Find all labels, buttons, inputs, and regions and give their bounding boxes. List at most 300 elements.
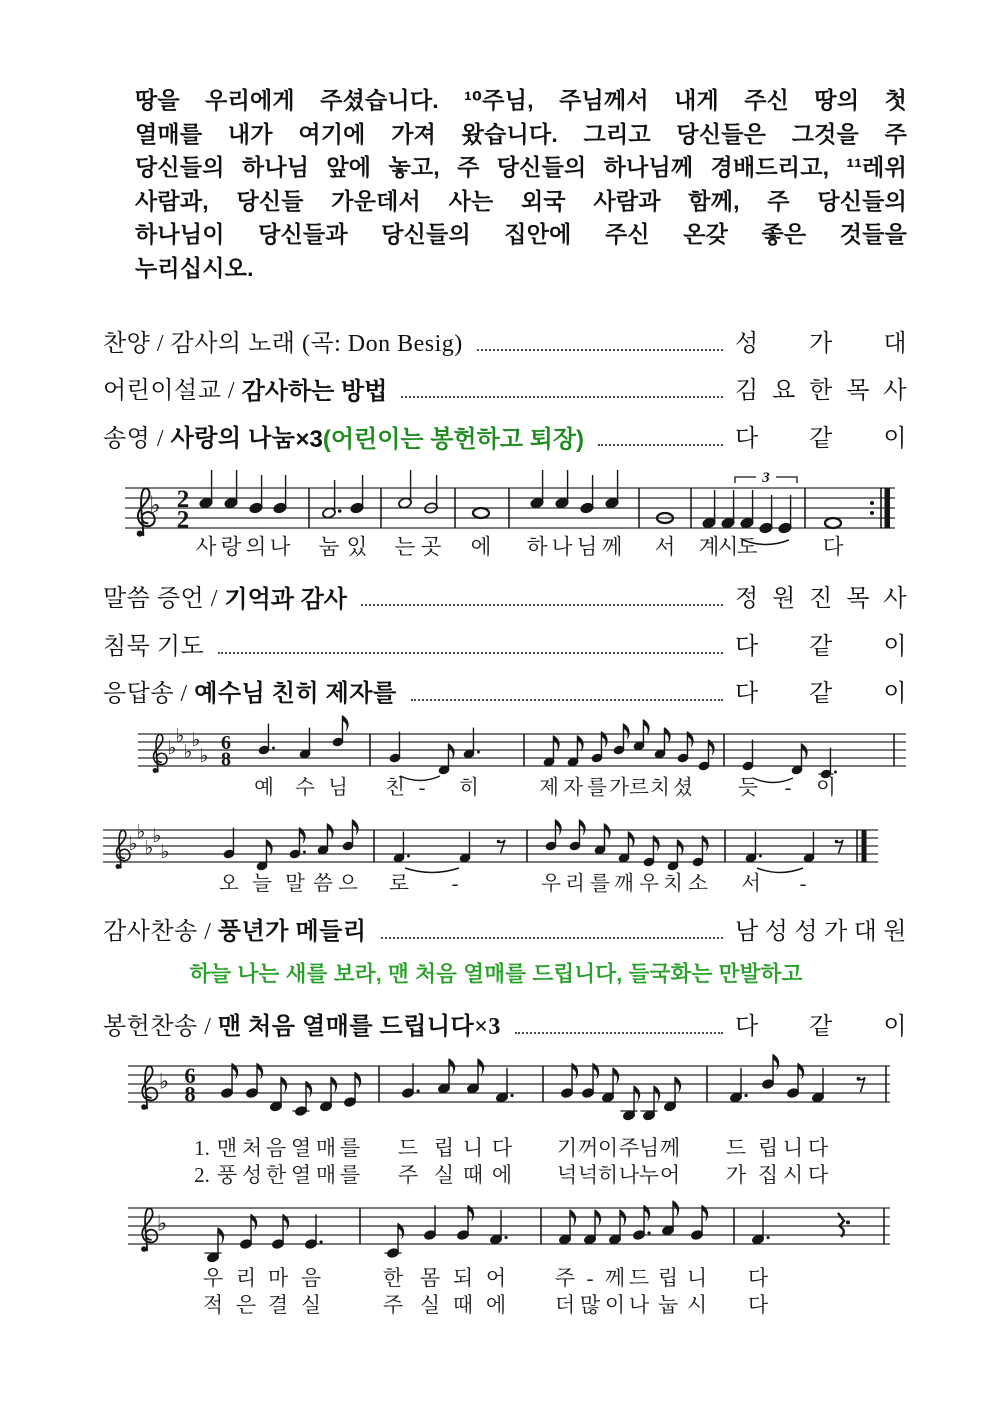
slur	[405, 868, 459, 873]
lyric-syllable: -	[586, 1266, 594, 1290]
time-signature: 6	[221, 732, 231, 755]
music-note	[811, 1068, 824, 1103]
eighth-flag	[342, 716, 348, 732]
lyric-syllable: 우	[639, 873, 659, 895]
time-signature: 8	[221, 748, 231, 771]
time-signature: 8	[184, 1081, 196, 1107]
lyric-syllable: 우	[202, 1266, 224, 1290]
participant-name-char: 같	[809, 634, 833, 660]
augmentation-dot	[416, 1089, 419, 1092]
lyric-syllable: 서	[741, 873, 761, 895]
music-note	[605, 470, 620, 509]
lyric-syllable: 듯	[738, 777, 758, 799]
lyric-syllable: 음	[265, 1136, 287, 1160]
order-row-children-sermon	[103, 375, 907, 406]
music-note	[818, 748, 837, 779]
eighth-rest	[859, 1077, 866, 1092]
augmentation-dot	[647, 1231, 650, 1234]
music-note	[633, 720, 649, 751]
lyric-syllable: 니	[462, 1136, 484, 1160]
participant-name-char: 성	[794, 919, 818, 945]
eighth-rest	[499, 840, 506, 853]
rest-dot	[846, 1220, 850, 1224]
row-label-segment: (어린이는 봉헌하고 퇴장)	[322, 426, 585, 453]
lyric-syllable: 매	[315, 1136, 337, 1160]
slur	[757, 868, 803, 873]
triplet-number: 3	[762, 470, 770, 486]
dotted-leader	[361, 603, 723, 606]
repeat-barline	[885, 488, 891, 528]
lyric-syllable: 우	[541, 873, 561, 895]
music-note	[473, 508, 489, 518]
lyric-syllable: 립	[433, 1136, 455, 1160]
row-label-segment: 감사하는 방법	[241, 378, 388, 405]
scripture-line: 땅을 우리에게 주셨습니다. ¹⁰주님, 주님께서 내게 주신 땅의 첫	[135, 87, 907, 113]
lyric-syllable: 예	[254, 777, 274, 799]
music-note	[223, 828, 235, 859]
music-note	[350, 475, 365, 514]
lyric-syllable: 말	[285, 873, 305, 895]
lyric-syllable: 다	[747, 1293, 769, 1317]
music-note	[567, 736, 583, 767]
participant-name-char: 정	[735, 586, 759, 612]
music-note	[729, 1068, 747, 1103]
lyric-syllable: 히	[597, 1163, 619, 1187]
lyric-syllable: 으	[338, 873, 358, 895]
lyric-syllable: 때	[452, 1293, 474, 1317]
lyric-syllable: 이	[816, 777, 836, 799]
participant-name	[735, 425, 907, 454]
lyric-syllable: 열	[290, 1136, 312, 1160]
lyric-syllable: 치	[663, 873, 683, 895]
lyric-syllable: 이	[604, 1293, 626, 1317]
lyric-syllable: 치	[650, 777, 670, 799]
augmentation-dot	[272, 747, 275, 750]
music-note	[495, 1068, 513, 1103]
scripture-line: 사람과, 당신들 가운데서 사는 외국 사람과 함께, 주 당신들의	[135, 187, 907, 214]
row-label-segment: 맨 처음 열매를 드립니다	[217, 1014, 475, 1040]
lyric-syllable: 께	[601, 535, 623, 559]
augmentation-dot	[504, 1236, 507, 1239]
music-notation-response-line1	[138, 712, 906, 804]
participant-name-char: 목	[846, 378, 870, 404]
row-label-segment: 사랑의 나눔	[170, 426, 296, 452]
flat-sign: ♭	[160, 840, 170, 863]
participant-name-char: 김	[735, 378, 759, 404]
eighth-flag	[664, 728, 670, 744]
music-note	[620, 1086, 639, 1121]
lyric-syllable: 께	[604, 1266, 626, 1290]
row-label-segment: 감사찬송 /	[103, 919, 218, 945]
participant-name-char: 사	[883, 378, 907, 404]
music-note	[437, 1059, 454, 1094]
lyric-syllable: 님	[638, 1136, 660, 1160]
participant-name-char: 같	[809, 1014, 833, 1040]
participant-name	[735, 633, 907, 662]
dotted-leader	[411, 698, 723, 701]
eighth-flag	[801, 744, 807, 760]
lyric-syllable: 사	[195, 535, 217, 559]
eighth-flag	[327, 824, 333, 840]
order-row-doxology	[103, 423, 907, 454]
lyric-syllable: 드	[397, 1136, 419, 1160]
lyric-syllable: 나	[628, 1293, 650, 1317]
order-row-offering-hymn	[103, 1011, 907, 1042]
lyric-syllable: 에	[485, 1293, 507, 1317]
eighth-flag	[553, 736, 559, 752]
lyric-syllable: 늘	[252, 873, 272, 895]
flat-sign: ♭	[183, 740, 193, 763]
lyric-syllable: 결	[267, 1293, 289, 1317]
lyric-syllable: 곳	[420, 535, 442, 559]
participant-name-char: 원	[772, 586, 796, 612]
row-label-segment: 침묵 기도	[103, 634, 205, 660]
lyric-syllable: 다	[807, 1136, 829, 1160]
treble-clef-icon	[141, 1066, 157, 1109]
lyric-syllable: -	[799, 873, 807, 895]
lyric-syllable: 제	[539, 777, 559, 799]
lyric-syllable: 넉	[577, 1163, 599, 1187]
lyric-syllable: 랑	[220, 535, 242, 559]
music-note	[199, 470, 214, 509]
lyric-syllable: 다	[822, 535, 844, 559]
eighth-flag	[555, 820, 561, 836]
lyric-syllable: 어	[659, 1163, 681, 1187]
augmentation-dot	[744, 1094, 747, 1097]
augmentation-dot	[338, 509, 342, 513]
participant-name-char: 진	[809, 586, 833, 612]
row-label-segment: 예수님 친히 제자를	[194, 681, 397, 707]
participant-name	[735, 1013, 907, 1042]
lyric-syllable: 시	[686, 1293, 708, 1317]
participant-name-char: 이	[883, 426, 907, 452]
lyric-syllable: 적	[202, 1293, 224, 1317]
lyric-syllable: 눕	[657, 1293, 679, 1317]
music-note	[667, 840, 683, 871]
lyric-syllable: 에	[470, 535, 492, 559]
participant-name-char: 대	[853, 919, 878, 945]
music-note	[319, 1077, 336, 1112]
music-note	[438, 744, 454, 775]
lyric-syllable: 는	[394, 535, 416, 559]
music-note	[398, 470, 413, 509]
scripture-paragraph	[135, 84, 907, 285]
lyric-syllable: 넉	[556, 1163, 578, 1187]
music-note	[322, 480, 342, 519]
music-note	[384, 1223, 403, 1258]
lyric-syllable: 한	[382, 1266, 404, 1290]
participant-name	[735, 377, 907, 406]
flat-sign: ♭	[144, 836, 154, 859]
music-notation-response-line2	[103, 808, 878, 900]
lyric-syllable: 시	[717, 535, 739, 559]
music-note	[721, 490, 736, 529]
music-note	[661, 1201, 678, 1236]
music-note	[204, 1228, 223, 1263]
lyric-syllable: 성	[241, 1163, 263, 1187]
lyric-syllable: 에	[491, 1163, 513, 1187]
flat-sign: ♭	[149, 491, 161, 519]
lyric-syllable: 리	[235, 1266, 257, 1290]
scripture-line: 누리십시오.	[135, 254, 254, 281]
dotted-leader	[218, 651, 723, 654]
music-notation-offering-line1	[128, 1053, 890, 1193]
music-note	[543, 736, 559, 767]
row-label-segment: 찬양 / 감사의 노래 (곡: Don Besig)	[103, 331, 463, 357]
music-note	[778, 495, 793, 534]
time-signature: 2	[176, 506, 190, 534]
participant-name-char: 다	[735, 681, 759, 707]
music-note	[608, 1210, 625, 1245]
music-note	[594, 824, 610, 855]
participant-name-char: 사	[883, 586, 907, 612]
lyric-syllable: 니	[686, 1266, 708, 1290]
participant-name-char: 다	[735, 634, 759, 660]
final-barline	[862, 830, 867, 862]
row-label-segment: 기억과 감사	[224, 586, 347, 613]
repeat-dot	[870, 511, 874, 515]
music-note	[224, 470, 239, 509]
lyric-syllable: 2.	[194, 1163, 210, 1187]
lyric-syllable: 실	[419, 1293, 441, 1317]
lyric-syllable: 히	[459, 777, 479, 799]
music-note	[269, 1077, 286, 1112]
lyric-syllable: 를	[590, 873, 610, 895]
hymn-lyric-preview: 하늘 나는 새를 보라, 맨 처음 열매를 드립니다, 들국화는 만발하고	[189, 962, 803, 986]
lyric-syllable: 수	[295, 777, 315, 799]
music-note	[803, 832, 815, 863]
participant-name-char: 가	[809, 331, 833, 357]
lyric-syllable: 나	[269, 535, 291, 559]
lyric-syllable: 께	[659, 1136, 681, 1160]
lyric-syllable: 오	[219, 873, 239, 895]
lyric-syllable: 를	[339, 1136, 361, 1160]
lyric-syllable: 드	[725, 1136, 747, 1160]
eighth-rest	[837, 840, 844, 853]
music-note	[292, 1081, 311, 1116]
lyric-syllable: 리	[565, 873, 585, 895]
treble-clef-icon	[153, 734, 167, 773]
music-note	[791, 744, 807, 775]
participant-name-char: 다	[735, 426, 759, 452]
participant-name-char: 남	[735, 919, 759, 945]
music-note	[273, 475, 288, 514]
lyric-syllable: 님	[576, 535, 598, 559]
lyric-syllable: 립	[657, 1266, 679, 1290]
lyric-syllable: 다	[491, 1136, 513, 1160]
row-label-segment: 봉헌찬송 /	[103, 1014, 218, 1040]
flat-sign: ♭	[158, 1069, 170, 1095]
lyric-syllable: 씀	[313, 873, 333, 895]
row-label-segment: 말씀 증언 /	[103, 586, 225, 612]
music-note	[663, 1077, 680, 1112]
lyric-syllable: 실	[300, 1293, 322, 1317]
eighth-flag	[623, 724, 629, 740]
lyric-syllable: 기	[556, 1136, 578, 1160]
time-signature: 6	[184, 1062, 196, 1088]
music-note	[389, 732, 401, 763]
lyric-syllable: 가	[725, 1163, 747, 1187]
order-row-thanks-hymn	[103, 916, 907, 947]
music-note	[742, 740, 754, 771]
music-note	[654, 728, 670, 759]
lyric-syllable: 매	[315, 1163, 337, 1187]
lyric-syllable: 많	[579, 1293, 601, 1317]
lyric-syllable: 도	[736, 535, 758, 559]
lyric-syllable: 드	[628, 1266, 650, 1290]
order-row-silent-prayer	[103, 631, 907, 662]
dotted-leader	[515, 1031, 723, 1034]
lyric-syllable: 소	[688, 873, 708, 895]
music-note	[489, 1210, 507, 1245]
order-row-response-song	[103, 678, 907, 709]
participant-name-char: 같	[809, 681, 833, 707]
flat-sign: ♭	[199, 744, 209, 767]
participant-name-char: 한	[809, 378, 833, 404]
lyric-syllable: 한	[265, 1163, 287, 1187]
scripture-line: 열매를 내가 여기에 가져 왔습니다. 그리고 당신들은 그것을 주	[135, 120, 907, 147]
participant-name-char: 대	[883, 331, 907, 357]
lyric-syllable: 마	[267, 1266, 289, 1290]
lyric-syllable: 나	[551, 535, 573, 559]
eighth-flag	[677, 840, 683, 856]
music-note	[640, 1086, 659, 1121]
lyric-syllable: 를	[587, 777, 607, 799]
participant-name-char: 성	[735, 331, 759, 357]
row-label-segment: 송영 /	[103, 426, 171, 452]
augmentation-dot	[319, 1240, 322, 1243]
whole-note-head	[473, 508, 489, 518]
music-note	[530, 470, 545, 509]
participant-name-char: 다	[735, 1014, 759, 1040]
lyric-syllable: 로	[389, 873, 409, 895]
music-notation-offering-line2	[128, 1195, 890, 1317]
lyric-syllable: 은	[235, 1293, 257, 1317]
lyric-syllable: 깨	[614, 873, 634, 895]
eighth-flag	[266, 840, 272, 856]
lyric-syllable: 주	[618, 1136, 640, 1160]
participant-name-char: 요	[772, 378, 796, 404]
lyric-syllable: 음	[300, 1266, 322, 1290]
lyric-syllable: 실	[433, 1163, 455, 1187]
participant-name-char: 이	[883, 681, 907, 707]
row-label-segment: ×3	[295, 426, 323, 453]
flat-sign: ♭	[167, 736, 177, 759]
lyric-syllable: -	[418, 777, 426, 799]
participant-name-char: 이	[883, 1014, 907, 1040]
music-note	[751, 1210, 769, 1245]
lyric-syllable: 꺼	[577, 1136, 599, 1160]
lyric-syllable: 처	[241, 1136, 263, 1160]
dotted-leader	[598, 443, 723, 446]
eighth-flag	[448, 744, 454, 760]
participant-name	[735, 918, 907, 947]
participant-name	[735, 585, 907, 614]
dotted-leader	[401, 395, 723, 398]
whole-note-head	[825, 518, 841, 528]
scripture-line: 당신들의 하나님 앞에 놓고, 주 당신들의 하나님께 경배드리고, ¹¹레위	[135, 154, 907, 180]
lyric-syllable: 셨	[673, 777, 693, 799]
music-note	[740, 490, 755, 529]
flat-sign: ♭	[152, 824, 162, 847]
lyric-syllable: 주	[382, 1293, 404, 1317]
augmentation-dot	[766, 1236, 769, 1239]
lyric-syllable: 더	[554, 1293, 576, 1317]
lyric-syllable: -	[784, 777, 792, 799]
eighth-flag	[643, 720, 649, 736]
augmentation-dot	[510, 1094, 513, 1097]
music-note	[299, 728, 311, 759]
lyric-syllable: 풍	[216, 1163, 238, 1187]
lyric-syllable: 친	[385, 777, 405, 799]
lyric-syllable: 이	[597, 1136, 619, 1160]
order-row-sermon	[103, 583, 907, 614]
music-note	[618, 832, 634, 863]
music-note	[702, 490, 717, 529]
participant-name-char: 목	[846, 586, 870, 612]
music-note	[583, 1210, 600, 1245]
augmentation-dot	[477, 751, 480, 754]
lyric-syllable: 서	[654, 535, 676, 559]
music-note	[256, 840, 272, 871]
lyric-syllable: 하	[526, 535, 548, 559]
lyric-syllable: 어	[485, 1266, 507, 1290]
dotted-leader	[477, 348, 723, 351]
participant-name	[735, 330, 907, 359]
music-note	[580, 475, 595, 514]
lyric-syllable: 자	[563, 777, 583, 799]
flat-sign: ♭	[175, 724, 185, 747]
flat-sign: ♭	[191, 728, 201, 751]
row-label-segment: 풍년가 메들리	[217, 919, 367, 945]
lyric-syllable: 를	[339, 1163, 361, 1187]
music-notation-love-sharing	[125, 470, 895, 565]
treble-clef-icon	[141, 1208, 157, 1251]
music-note	[423, 1205, 436, 1240]
flat-sign: ♭	[128, 832, 138, 855]
lyric-syllable: 르	[629, 777, 649, 799]
row-label-segment: ×3	[474, 1014, 501, 1040]
augmentation-dot	[303, 851, 306, 854]
row-label-segment: 어린이설교 /	[103, 378, 242, 404]
lyric-syllable: 계	[698, 535, 720, 559]
lyric-syllable: -	[451, 873, 459, 895]
flat-sign: ♭	[136, 820, 146, 843]
lyric-syllable: 가	[609, 777, 629, 799]
lyric-syllable: 집	[757, 1163, 779, 1187]
participant-name	[735, 680, 907, 709]
music-note	[249, 475, 264, 514]
lyric-syllable: 되	[452, 1266, 474, 1290]
eighth-flag	[579, 820, 585, 836]
eighth-flag	[773, 1054, 779, 1070]
lyric-syllable: 있	[346, 535, 368, 559]
lyric-syllable: 나	[618, 1163, 640, 1187]
lyric-syllable: 주	[554, 1266, 576, 1290]
lyric-syllable: 열	[290, 1163, 312, 1187]
lyric-syllable: 때	[462, 1163, 484, 1187]
music-note	[745, 832, 762, 863]
order-row-praise	[103, 328, 907, 359]
lyric-syllable: 누	[638, 1163, 660, 1187]
flat-sign: ♭	[156, 1211, 168, 1237]
lyric-syllable: 의	[245, 535, 267, 559]
music-note	[466, 1059, 483, 1094]
lyric-syllable: 맨	[216, 1136, 238, 1160]
lyric-syllable: 몸	[419, 1266, 441, 1290]
music-note	[759, 495, 774, 534]
music-note	[459, 832, 471, 863]
